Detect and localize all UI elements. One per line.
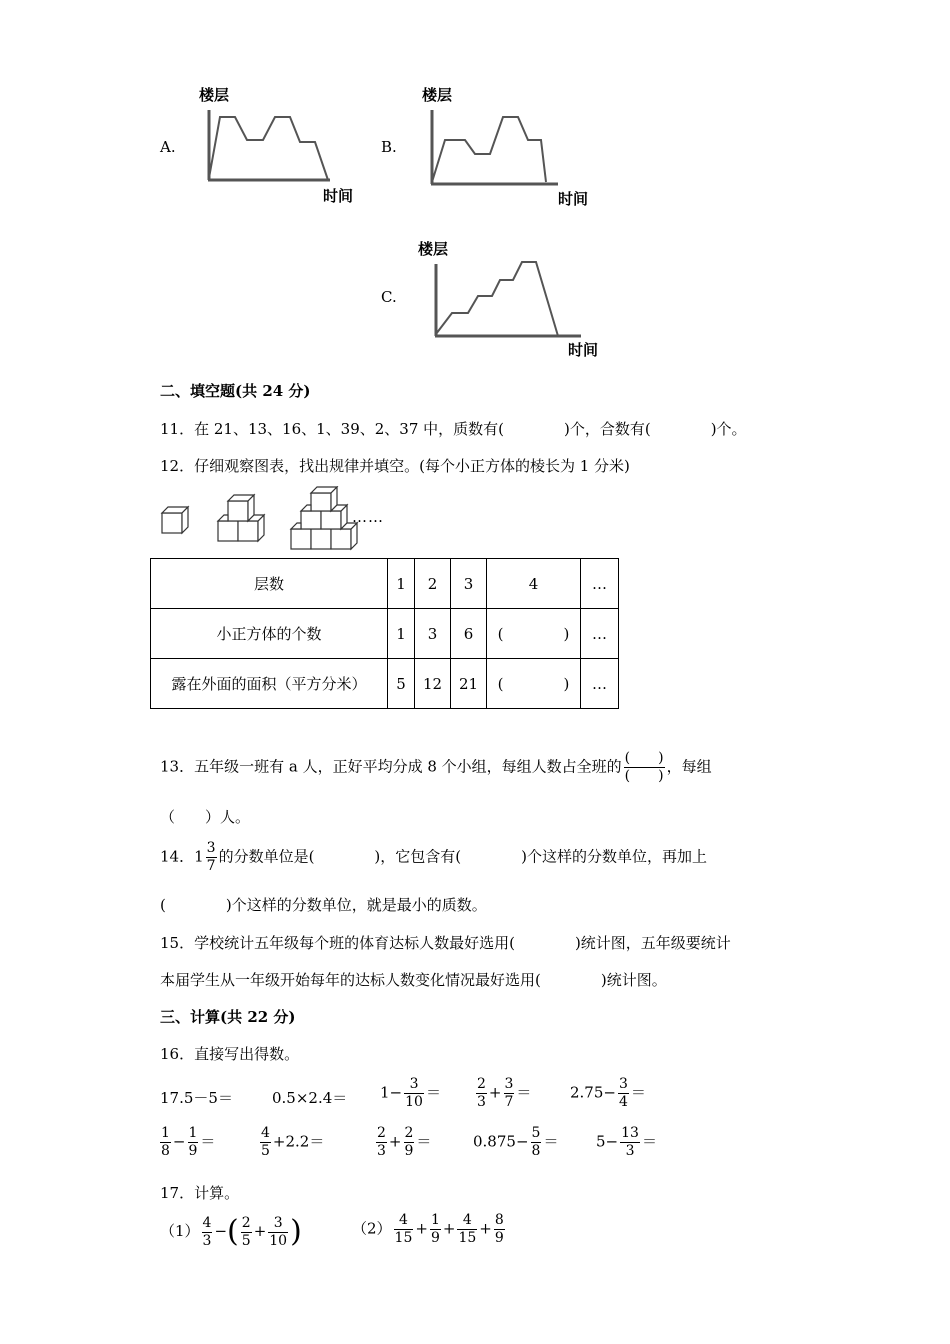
option-b-graph <box>418 82 598 210</box>
fraction-numerator: 3 <box>268 1215 288 1233</box>
mixed-number-fraction <box>206 840 217 875</box>
left-paren-glyph: ( <box>227 1214 239 1249</box>
fraction-denominator: 15 <box>394 1230 413 1246</box>
table-answer-blank[interactable]: ( ) <box>487 659 581 709</box>
fraction <box>430 1212 441 1247</box>
fraction <box>202 1215 213 1250</box>
table-cell: … <box>581 659 619 709</box>
calc-1-3 <box>380 1076 441 1111</box>
fraction-numerator: 2 <box>477 1076 486 1092</box>
option-a-graph <box>195 82 365 207</box>
fraction-numerator: 1 <box>188 1125 198 1141</box>
fraction-numerator: 4 <box>202 1214 212 1231</box>
fraction-denominator: 3 <box>477 1094 486 1110</box>
calc-2-2 <box>258 1125 324 1160</box>
fraction <box>457 1212 477 1247</box>
fraction-numerator: 2 <box>377 1125 386 1141</box>
table-cell: 露在外面的面积（平方分米） <box>151 659 388 709</box>
calc-2-3 <box>374 1125 431 1160</box>
section-2-title: 二、填空题(共 24 分) <box>160 382 311 400</box>
calc-1-2: 0.5×2.4＝ <box>272 1089 348 1107</box>
question-14-prefix: 14． <box>160 847 195 866</box>
table-cell: 1 <box>388 609 415 659</box>
fraction <box>260 1125 271 1160</box>
calc-1-5 <box>570 1076 646 1111</box>
operator: + <box>488 1083 502 1102</box>
question-12: 12．仔细观察图表，找出规律并填空。(每个小正方体的棱长为 1 分米) <box>160 457 630 475</box>
fraction-numerator: 3 <box>618 1076 628 1092</box>
fraction-denominator: 8 <box>161 1143 170 1159</box>
question-16-title: 16．直接写出得数。 <box>160 1045 300 1063</box>
cube-sequence-ellipsis: …… <box>352 508 384 526</box>
fraction-denominator[interactable]: ( ) <box>624 768 664 784</box>
calc-2-4 <box>473 1125 558 1160</box>
option-b-label: B. <box>381 138 397 156</box>
operator: + <box>415 1219 428 1238</box>
fraction-numerator: 4 <box>457 1212 477 1230</box>
option-c-label: C. <box>381 288 397 306</box>
table-row <box>151 659 619 709</box>
table-cell: 4 <box>487 559 581 609</box>
fraction <box>618 1076 629 1111</box>
fraction <box>376 1125 387 1160</box>
calc-1-1: 17.5－5＝ <box>160 1089 233 1107</box>
expr-text: ＝ <box>516 1083 532 1102</box>
operator: + <box>479 1219 492 1238</box>
fraction-numerator: 4 <box>394 1212 414 1230</box>
question-14 <box>160 840 707 875</box>
fraction <box>404 1076 424 1111</box>
fraction-denominator: 7 <box>206 858 216 874</box>
table-cell: 小正方体的个数 <box>151 609 388 659</box>
calc-2-5 <box>596 1125 657 1160</box>
fraction <box>241 1215 252 1250</box>
fraction-denominator: 15 <box>458 1230 477 1246</box>
option-b-y-label: 楼层 <box>422 86 453 104</box>
expr-text: ＝ <box>200 1132 216 1151</box>
fraction-denominator: 3 <box>625 1143 635 1159</box>
table-cell: 2 <box>415 559 451 609</box>
fraction-numerator: 1 <box>161 1125 170 1141</box>
expr-text: 2.75− <box>570 1083 616 1102</box>
expr-text: ＝ <box>425 1083 441 1102</box>
section-3-title: 三、计算(共 22 分) <box>160 1008 296 1026</box>
option-c-graph <box>416 236 611 364</box>
question-14-line-2: ( )个这样的分数单位，就是最小的质数。 <box>160 896 487 914</box>
expr-text: ＝ <box>543 1132 559 1151</box>
fraction-denominator: 8 <box>531 1143 541 1159</box>
calc-1-4 <box>474 1076 531 1111</box>
fraction-numerator: 8 <box>494 1212 504 1228</box>
question-13 <box>160 750 712 785</box>
fraction-denominator: 5 <box>261 1143 270 1159</box>
table-answer-blank[interactable]: ( ) <box>487 609 581 659</box>
expr-text: 5− <box>596 1132 619 1151</box>
problem-label: （1） <box>160 1222 200 1240</box>
expr-text: +2.2＝ <box>272 1132 325 1151</box>
fraction <box>268 1215 288 1250</box>
table-cell: 5 <box>388 659 415 709</box>
option-a-y-label: 楼层 <box>199 86 230 104</box>
operator: − <box>214 1222 228 1240</box>
operator: − <box>172 1132 186 1151</box>
expr-text: 0.875− <box>473 1132 529 1151</box>
question-17-title: 17．计算。 <box>160 1184 240 1202</box>
fraction <box>404 1125 415 1160</box>
operator: + <box>388 1132 402 1151</box>
fraction-denominator: 3 <box>377 1143 386 1159</box>
fraction <box>476 1076 487 1111</box>
operator: + <box>442 1219 456 1238</box>
calc-17-1 <box>160 1212 302 1252</box>
question-13-text: 13．五年级一班有 a 人，正好平均分成 8 个小组，每组人数占全班的 <box>160 757 622 776</box>
table-cell: 3 <box>451 559 487 609</box>
fraction-numerator: 2 <box>241 1214 251 1231</box>
question-14-text: 的分数单位是( )，它包含有( )个这样的分数单位，再加上 <box>218 847 707 866</box>
table-cell: 1 <box>388 559 415 609</box>
operator: + <box>253 1222 267 1240</box>
fraction <box>504 1076 515 1111</box>
table-row <box>151 559 619 609</box>
option-c-y-label: 楼层 <box>418 240 449 258</box>
option-c-x-label: 时间 <box>568 341 599 359</box>
table-cell: 12 <box>415 659 451 709</box>
option-c-line <box>436 262 558 336</box>
option-b-line <box>432 117 546 182</box>
fraction <box>394 1212 414 1247</box>
expr-text: ＝ <box>641 1132 657 1151</box>
table-cell: 21 <box>451 659 487 709</box>
fraction-denominator: 9 <box>430 1230 440 1246</box>
fraction-denominator: 9 <box>188 1143 198 1159</box>
question-15-line-2: 本届学生从一年级开始每年的达标人数变化情况最好选用( )统计图。 <box>160 971 667 989</box>
fraction-numerator: 3 <box>504 1076 514 1092</box>
option-a-line <box>209 117 328 180</box>
fraction-denominator: 7 <box>504 1094 514 1110</box>
question-11: 11．在 21、13、16、1、39、2、37 中，质数有( )个，合数有( )个。 <box>160 420 747 438</box>
fraction-numerator: 2 <box>404 1125 414 1141</box>
right-paren-glyph: ) <box>290 1214 302 1249</box>
fraction-denominator: 10 <box>405 1094 423 1110</box>
fraction-numerator: 5 <box>531 1125 541 1141</box>
question-13-text-end: ，每组 <box>666 757 712 776</box>
question-13-fraction <box>624 750 665 785</box>
expr-text: 1− <box>380 1083 403 1102</box>
fraction-numerator[interactable]: ( ) <box>624 750 664 766</box>
fraction <box>531 1125 542 1160</box>
question-13-line-2: （ ）人。 <box>160 808 251 826</box>
calc-17-2 <box>352 1212 507 1247</box>
fraction <box>160 1125 171 1160</box>
question-15: 15．学校统计五年级每个班的体育达标人数最好选用( )统计图，五年级要统计 <box>160 934 731 952</box>
fraction-denominator: 9 <box>494 1230 504 1246</box>
fraction-numerator: 13 <box>621 1125 639 1141</box>
fraction-denominator: 3 <box>202 1232 212 1249</box>
fraction <box>620 1125 640 1160</box>
mixed-number-whole: 1 <box>194 847 204 866</box>
option-a-label: A. <box>160 138 176 156</box>
fraction-denominator: 10 <box>269 1232 288 1249</box>
fraction <box>188 1125 199 1160</box>
expr-text: ＝ <box>630 1083 646 1102</box>
table-cell: … <box>581 559 619 609</box>
fraction-numerator: 4 <box>261 1125 270 1141</box>
table-cell: 6 <box>451 609 487 659</box>
fraction <box>494 1212 505 1247</box>
cube-table <box>150 558 619 709</box>
table-cell: … <box>581 609 619 659</box>
fraction-denominator: 4 <box>618 1094 628 1110</box>
expr-text: ＝ <box>416 1132 432 1151</box>
fraction-numerator: 3 <box>206 840 216 856</box>
fraction-numerator: 1 <box>430 1212 440 1228</box>
fraction-numerator: 3 <box>404 1076 424 1094</box>
fraction-denominator: 5 <box>241 1232 251 1249</box>
table-cell: 层数 <box>151 559 388 609</box>
option-b-x-label: 时间 <box>558 190 589 208</box>
option-a-x-label: 时间 <box>323 187 354 205</box>
calc-2-1 <box>158 1125 215 1160</box>
table-cell: 3 <box>415 609 451 659</box>
table-row <box>151 609 619 659</box>
problem-label: （2） <box>352 1219 392 1238</box>
fraction-denominator: 9 <box>404 1143 414 1159</box>
